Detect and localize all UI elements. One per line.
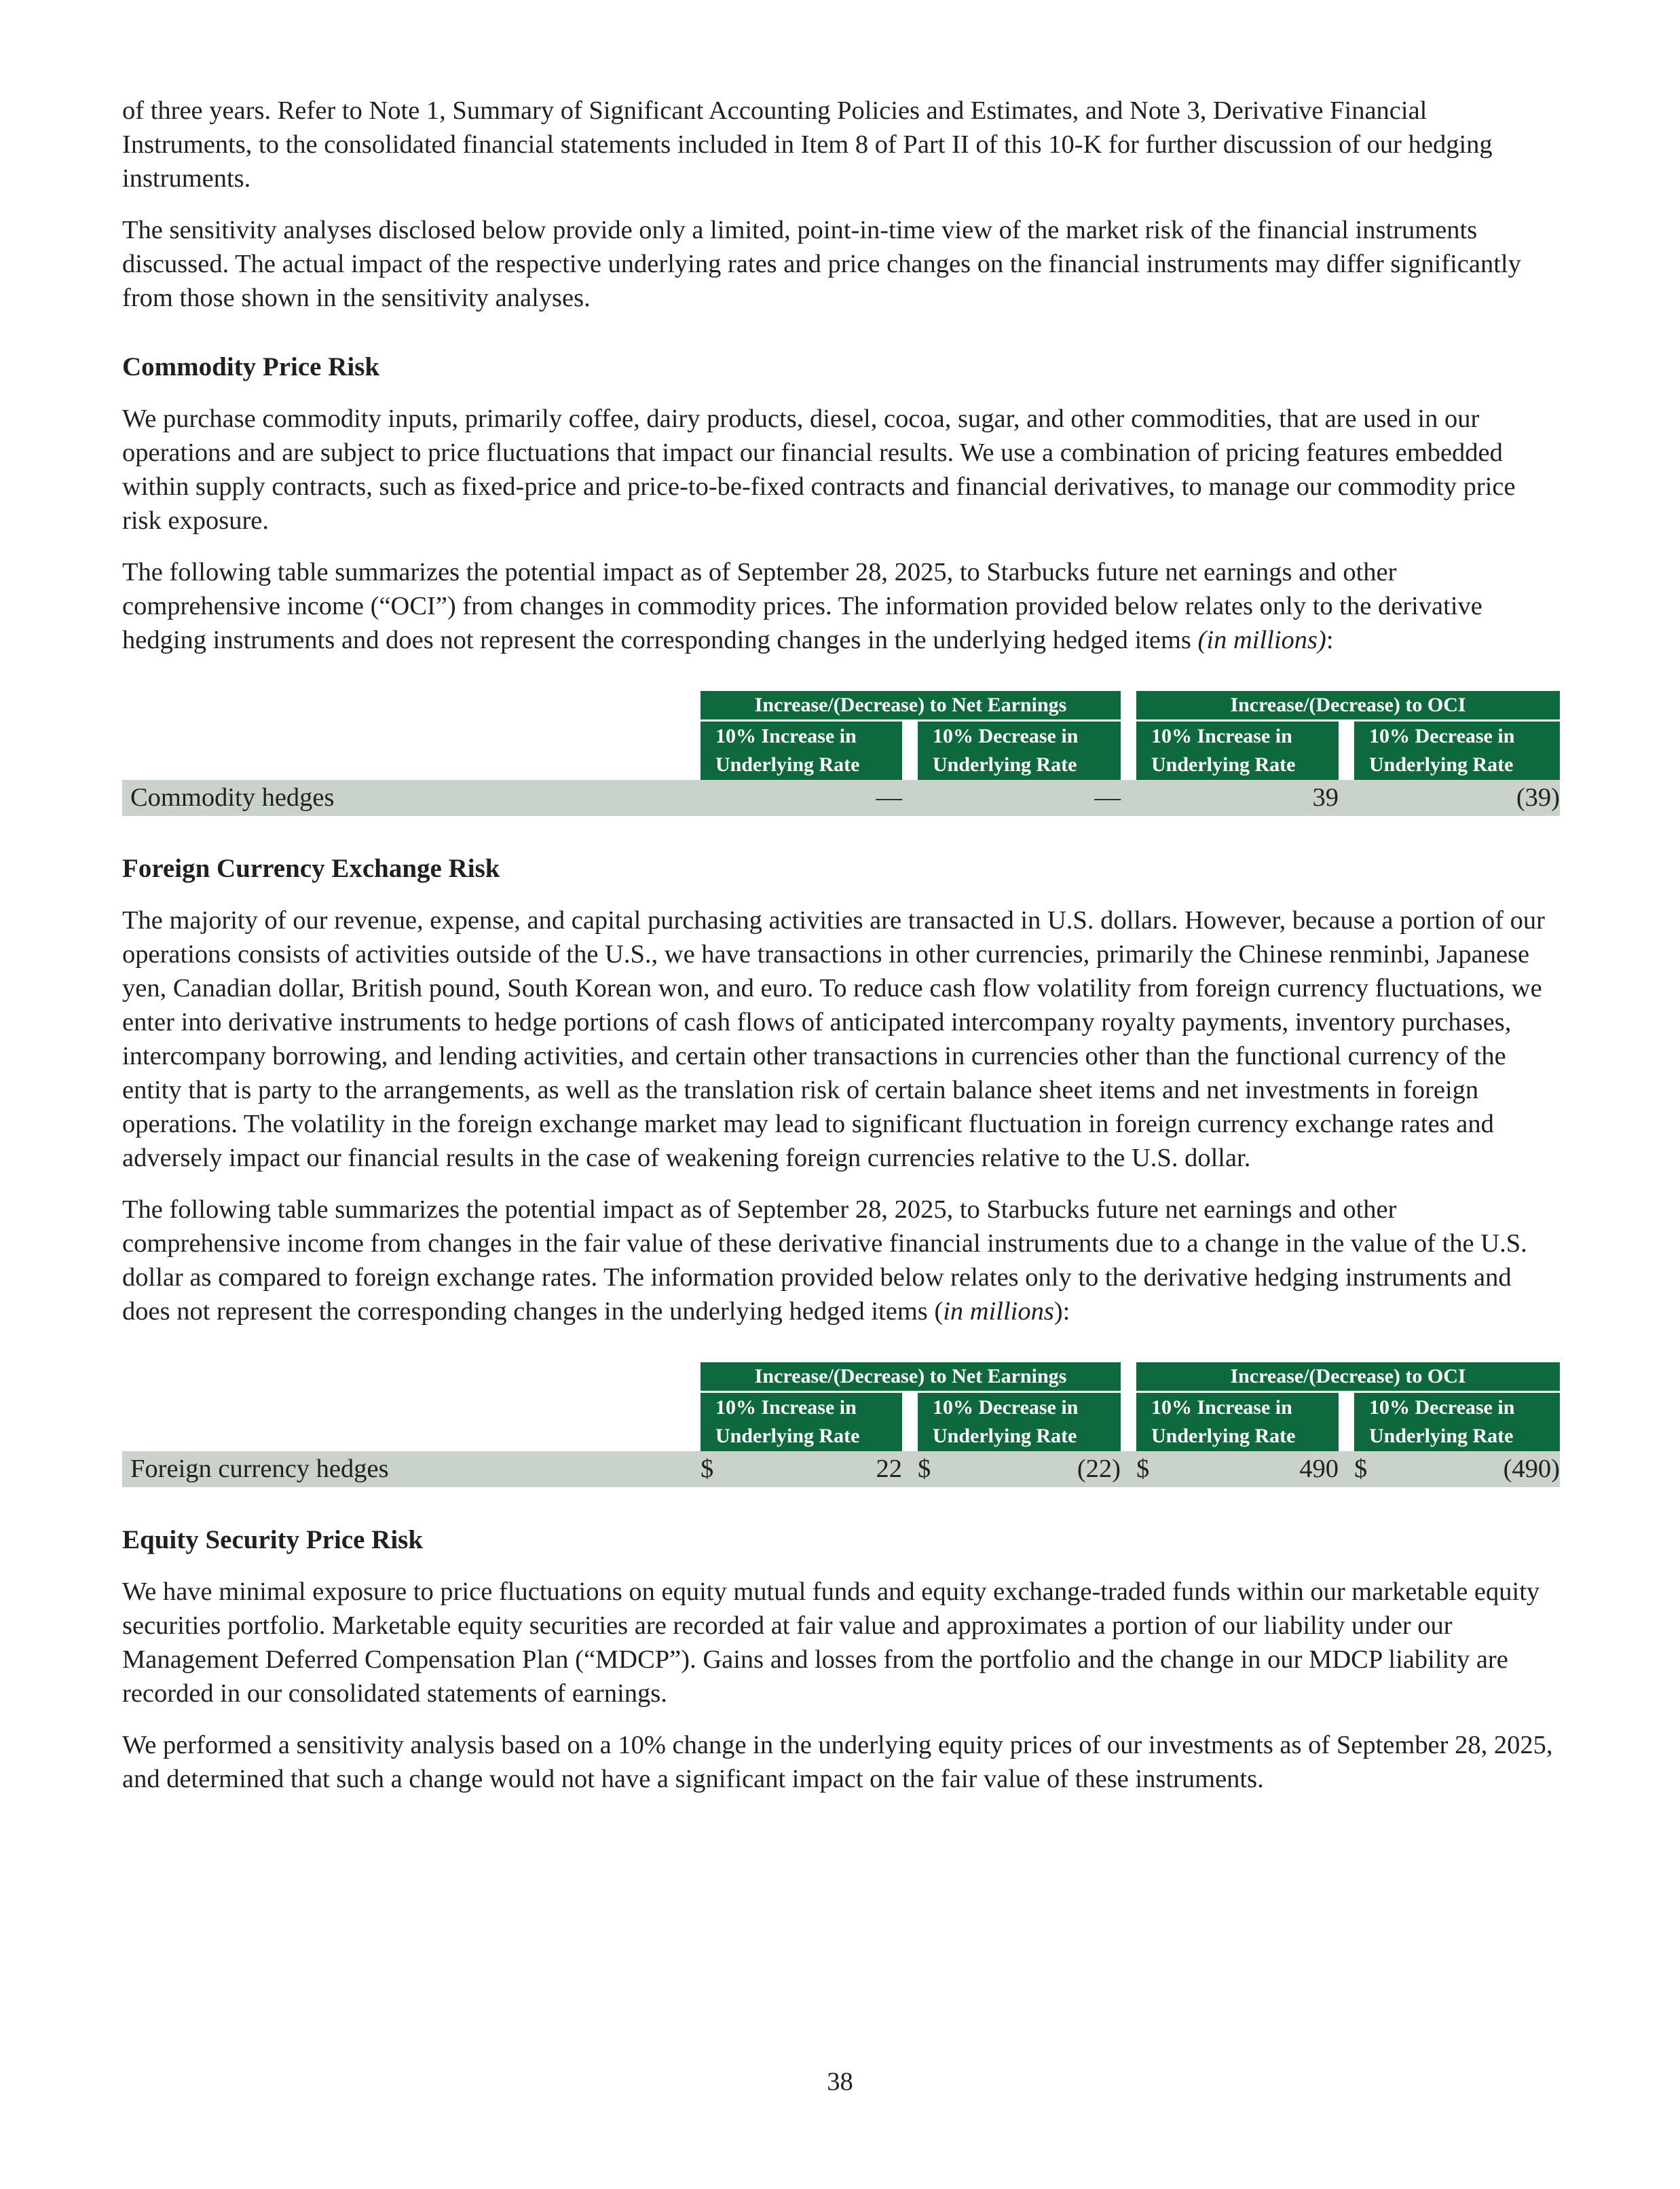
- foreign-currency-paragraph-1: The majority of our revenue, expense, and capital purchasing activities are transacted in U.S. dollars. However, because a portion of our operations consists of activities outside of the U.S., we have transactions in other currencies, primarily the Chinese renminbi, Japanese yen, Canadian dollar, British pound, South Korean won, and euro. To reduce cash flow volatility from foreign currency fluctuations, we enter into derivative instruments to hedge portions of cash flows of anticipated intercompany royalty payments, inventory purchases, intercompany borrowing, and lending activities, and certain other transactions in currencies other than the functional currency of the entity that is party to the arrangements, as well as the translation risk of certain balance sheet items and net investments in foreign operations. The volatility in the foreign exchange market may lead to significant fluctuation in foreign currency exchange rates and adversely impact our financial results in the case of weakening foreign currencies relative to the U.S. dollar.: [122, 906, 1545, 1172]
- value-ne-increase: 22: [876, 1455, 902, 1483]
- column-header-oci-increase: [1136, 1393, 1339, 1451]
- table-row: [122, 1451, 1560, 1487]
- value-ne-decrease: —: [1094, 783, 1121, 812]
- column-header-line: 10% Decrease in: [1369, 1396, 1515, 1419]
- value-oci-decrease: (490): [1503, 1455, 1560, 1483]
- intro-paragraph-1: of three years. Refer to Note 1, Summary of Significant Accounting Policies and Estimates, and Note 3, Derivative Financial Instruments, to the consolidated financial statements included in Item 8 of Part II of this 10-K for further discussion of our hedging instruments.: [122, 96, 1493, 193]
- column-header-oci-increase: [1136, 722, 1339, 780]
- value-oci-increase: 39: [1312, 783, 1339, 812]
- currency-symbol: $: [1136, 1455, 1150, 1483]
- equity-paragraph-1: We have minimal exposure to price fluctuations on equity mutual funds and equity exchange-traded funds within our marketable equity securities portfolio. Marketable equity securities are recorded at fair value and approximates a portion of our liability under our Management Deferred Compensation Plan (“MDCP”). Gains and losses from the portfolio and the change in our MDCP liability are recorded in our consolidated statements of earnings.: [122, 1577, 1540, 1708]
- foreign-currency-hedges-table: [122, 1362, 1560, 1488]
- column-header-oci-decrease: [1354, 722, 1560, 780]
- foreign-currency-paragraph-2: [122, 1193, 1560, 1328]
- currency-symbol: $: [918, 1455, 931, 1483]
- column-header-line: 10% Increase in: [715, 1396, 857, 1419]
- commodity-paragraph-2-end: :: [1326, 626, 1334, 654]
- column-header-ne-decrease: [918, 722, 1121, 780]
- column-header-oci-decrease: [1354, 1393, 1560, 1451]
- column-header-ne-decrease: [918, 1393, 1121, 1451]
- column-header-line: Underlying Rate: [1151, 1425, 1296, 1447]
- foreign-currency-units-note: in millions: [943, 1297, 1054, 1326]
- commodity-paragraph-2: [122, 555, 1560, 657]
- foreign-currency-paragraph-2-text: The following table summarizes the potential impact as of September 28, 2025, to Starbucks future net earnings and other comprehensive income from changes in the fair value of these derivative financial instruments due to a change in the value of the U.S. dollar as compared to foreign exchange rates. The information provided below relates only to the derivative hedging instruments and does not represent the corresponding changes in the underlying hedged items (: [122, 1195, 1527, 1326]
- row-label: Commodity hedges: [130, 783, 335, 812]
- column-header-line: 10% Increase in: [1151, 1396, 1292, 1419]
- group-header-oci: Increase/(Decrease) to OCI: [1136, 1362, 1560, 1393]
- column-header-ne-increase: [701, 1393, 902, 1451]
- value-oci-decrease: (39): [1516, 783, 1560, 812]
- column-header-line: Underlying Rate: [1151, 753, 1296, 776]
- group-header-net-earnings: Increase/(Decrease) to Net Earnings: [701, 1362, 1121, 1393]
- foreign-currency-paragraph-2-end: ):: [1053, 1297, 1070, 1326]
- commodity-paragraph-1: We purchase commodity inputs, primarily coffee, dairy products, diesel, cocoa, sugar, and other commodities, that are used in our operations and are subject to price fluctuations that impact our financial results. We use a combination of pricing features embedded within supply contracts, such as fixed-price and price-to-be-fixed contracts and financial derivatives, to manage our commodity price risk exposure.: [122, 405, 1516, 535]
- column-header-line: 10% Decrease in: [933, 1396, 1079, 1419]
- commodity-hedges-table: [122, 691, 1560, 817]
- commodity-paragraph-2-text: The following table summarizes the potential impact as of September 28, 2025, to Starbucks future net earnings and other comprehensive income (“OCI”) from changes in commodity prices. The information provided below relates only to the derivative hedging instruments and does not represent the corresponding changes in the underlying hedged items: [122, 558, 1482, 654]
- commodity-units-note: (in millions): [1197, 626, 1326, 654]
- column-header-line: 10% Decrease in: [1369, 725, 1515, 747]
- currency-symbol: $: [1354, 1455, 1368, 1483]
- column-header-line: Underlying Rate: [1369, 753, 1514, 776]
- commodity-heading: Commodity Price Risk: [122, 352, 380, 381]
- currency-symbol: $: [701, 1455, 714, 1483]
- column-header-line: 10% Increase in: [1151, 725, 1292, 747]
- column-header-line: Underlying Rate: [933, 1425, 1077, 1447]
- page-number: 38: [827, 2068, 853, 2096]
- column-header-line: 10% Decrease in: [933, 725, 1079, 747]
- group-header-oci: Increase/(Decrease) to OCI: [1136, 691, 1560, 722]
- value-oci-increase: 490: [1299, 1455, 1339, 1483]
- value-ne-increase: —: [876, 783, 902, 812]
- group-header-net-earnings: Increase/(Decrease) to Net Earnings: [701, 691, 1121, 722]
- table-row: [122, 780, 1560, 816]
- intro-paragraph-2: The sensitivity analyses disclosed below provide only a limited, point-in-time view of the market risk of the financial instruments discussed. The actual impact of the respective underlying rates and price changes on the financial instruments may differ significantly from those shown in the sensitivity analyses.: [122, 216, 1521, 312]
- document-page: [122, 94, 1560, 1814]
- column-header-line: 10% Increase in: [715, 725, 857, 747]
- foreign-currency-heading: Foreign Currency Exchange Risk: [122, 854, 500, 883]
- row-label: Foreign currency hedges: [130, 1455, 389, 1483]
- column-header-ne-increase: [701, 722, 902, 780]
- column-header-line: Underlying Rate: [933, 753, 1077, 776]
- equity-paragraph-2: We performed a sensitivity analysis based on a 10% change in the underlying equity prices of our investments as of September 28, 2025, and determined that such a change would not have a significant impact on the fair value of these instruments.: [122, 1731, 1553, 1793]
- equity-heading: Equity Security Price Risk: [122, 1525, 424, 1554]
- column-header-line: Underlying Rate: [715, 753, 860, 776]
- column-header-line: Underlying Rate: [1369, 1425, 1514, 1447]
- value-ne-decrease: (22): [1077, 1455, 1121, 1483]
- column-header-line: Underlying Rate: [715, 1425, 860, 1447]
